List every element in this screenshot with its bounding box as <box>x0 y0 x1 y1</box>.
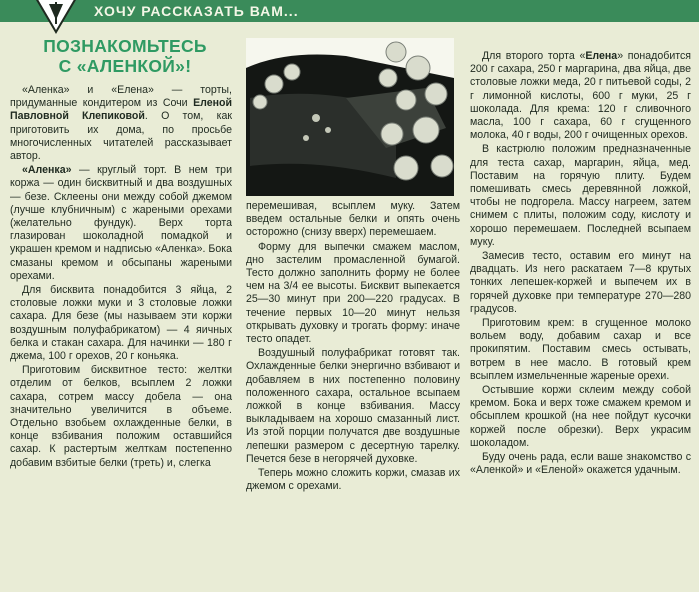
biscuit-ingredients: Для бисквита понадобится 3 яйца, 2 столовые ложки муки и 3 столовые ложки сахара. Для безе (мы называем эти коржи воздушным полуфабрикатом) — 4 яичных белка и стакан сахара. Для начинки — 180 г джема, 100 г орехов, 20 г коньяка. <box>10 284 232 363</box>
layers-method: Замесив тесто, оставим его минут на двадцать. Из него раскатаем 7—8 крутых тонких лепешек-коржей и выпечем их в горячей духовке при температуре 270—280 градусов. <box>470 250 691 315</box>
header-banner <box>0 0 699 22</box>
elena-list: » понадобится 200 г сахара, 250 г маргарина, два яйца, две столовые ложки меда, 20 г питьевой соды, 2 г лимонной кислоты, 600 г муки, 25 г шоколада. Для крема: 120 г сливочного масла, 100 г сахара, 60 г сгущенного молока, 40 г воды, 200 г очищенных орехов. <box>470 50 691 142</box>
final-assembly: Остывшие коржи склеим между собой кремом. Бока и верх тоже смажем кремом и обсыплем крошкой (на нее пойдут кусочки коржей после обрезки). Верх украсим шоколадом. <box>470 384 691 449</box>
article-column-1 <box>10 84 232 471</box>
banner-title: ХОЧУ РАССКАЗАТЬ ВАМ... <box>94 3 299 19</box>
meringue-instructions: Воздушный полуфабрикат готовят так. Охлажденные белки энергично взбивают и добавляем в них постепенно половину положенного сахара, остальное всыпаем ложкой в конце взбивания. Массу выкладываем на хорошо смазанный лист. Из этой порции получатся две воздушные лепешки размером с десертную тарелку. Печется безе в негорячей духовке. <box>246 347 460 465</box>
title-line-2: С «АЛЕНКОЙ»! <box>58 56 192 76</box>
alenka-text: — круглый торт. В нем три коржа — один бисквитный и два воздушных — безе. Склеены они между собой джемом (лучше клубничным) с жареными орехами (желательно фундук). Верх торта глазирован шоколадной помадкой и украшен кремом и надписью «Аленка». Бока смазаны кремом и обсыпаны жареными орехами. <box>10 164 232 282</box>
article-column-3 <box>470 50 691 479</box>
biscuit-method: Приготовим бисквитное тесто: желтки отделим от белков, всыплем 2 ложки сахара, сотрем массу добела — она значительно увеличится в объеме. Отдельно взобьем охлажденные белки, в конце взбивания положим оставшийся сахар. К растертым желткам постепенно добавим взбитые белки (треть) и, слегка <box>10 364 232 469</box>
article-column-2 <box>246 200 460 494</box>
publication-logo-icon <box>34 0 78 34</box>
elena-intro: Для второго торта « <box>482 50 586 62</box>
alenka-description <box>10 164 232 283</box>
cream-method: Приготовим крем: в сгущенное молоко вольем воду, добавим сахар и все прокипятим. Поставим смесь остывать, вотрем в нее масло. В готовый крем всыплем измельченные жареные орехи. <box>470 317 691 382</box>
intro-text-end: . О том, как приготовить их дома, по просьбе многочисленных читателей рассказывает автор. <box>10 110 232 163</box>
author-name: Еленой Павловной Клепиковой <box>10 97 232 123</box>
intro-paragraph <box>10 84 232 163</box>
cake-photo-image <box>246 38 454 196</box>
method-continued: перемешивая, всыплем муку. Затем введем остальные белки и опять очень осторожно (снизу вверх) перемешаем. <box>246 200 460 239</box>
elena-name: Елена <box>585 50 618 62</box>
assembly-instructions: Теперь можно сложить коржи, смазав их джемом с орехами. <box>246 467 460 493</box>
baking-instructions: Форму для выпечки смажем маслом, дно застелим промасленной бумагой. Тесто должно заполнить форму не более чем на 3/4 ее высоты. Бисквит выпекается 25—30 минут при 200—220 градусах. В течение первых 10—20 минут нельзя открывать духовку и трогать форму: иначе тесто опадет. <box>246 240 460 346</box>
title-line-1: ПОЗНАКОМЬТЕСЬ <box>43 36 207 56</box>
article-title <box>20 36 230 76</box>
cake-photo <box>246 38 454 196</box>
dough-method: В кастрюлю положим предназначенные для теста сахар, маргарин, яйца, мед. Поставим на горячую плиту. Будем помешивать смесь деревянной ложкой, чтобы не подгорела. Массу нагреем, затем снимем с плиты, положим соду, кислоту и хорошо перемешаем. Последней всыпаем муку. <box>470 143 691 248</box>
alenka-name: «Аленка» <box>22 164 72 177</box>
closing-wish: Буду очень рада, если ваше знакомство с «Аленкой» и «Еленой» окажется удачным. <box>470 451 691 477</box>
elena-ingredients <box>470 50 691 142</box>
intro-text: «Аленка» и «Елена» — торты, придуманные кондитером из Сочи <box>10 84 232 110</box>
